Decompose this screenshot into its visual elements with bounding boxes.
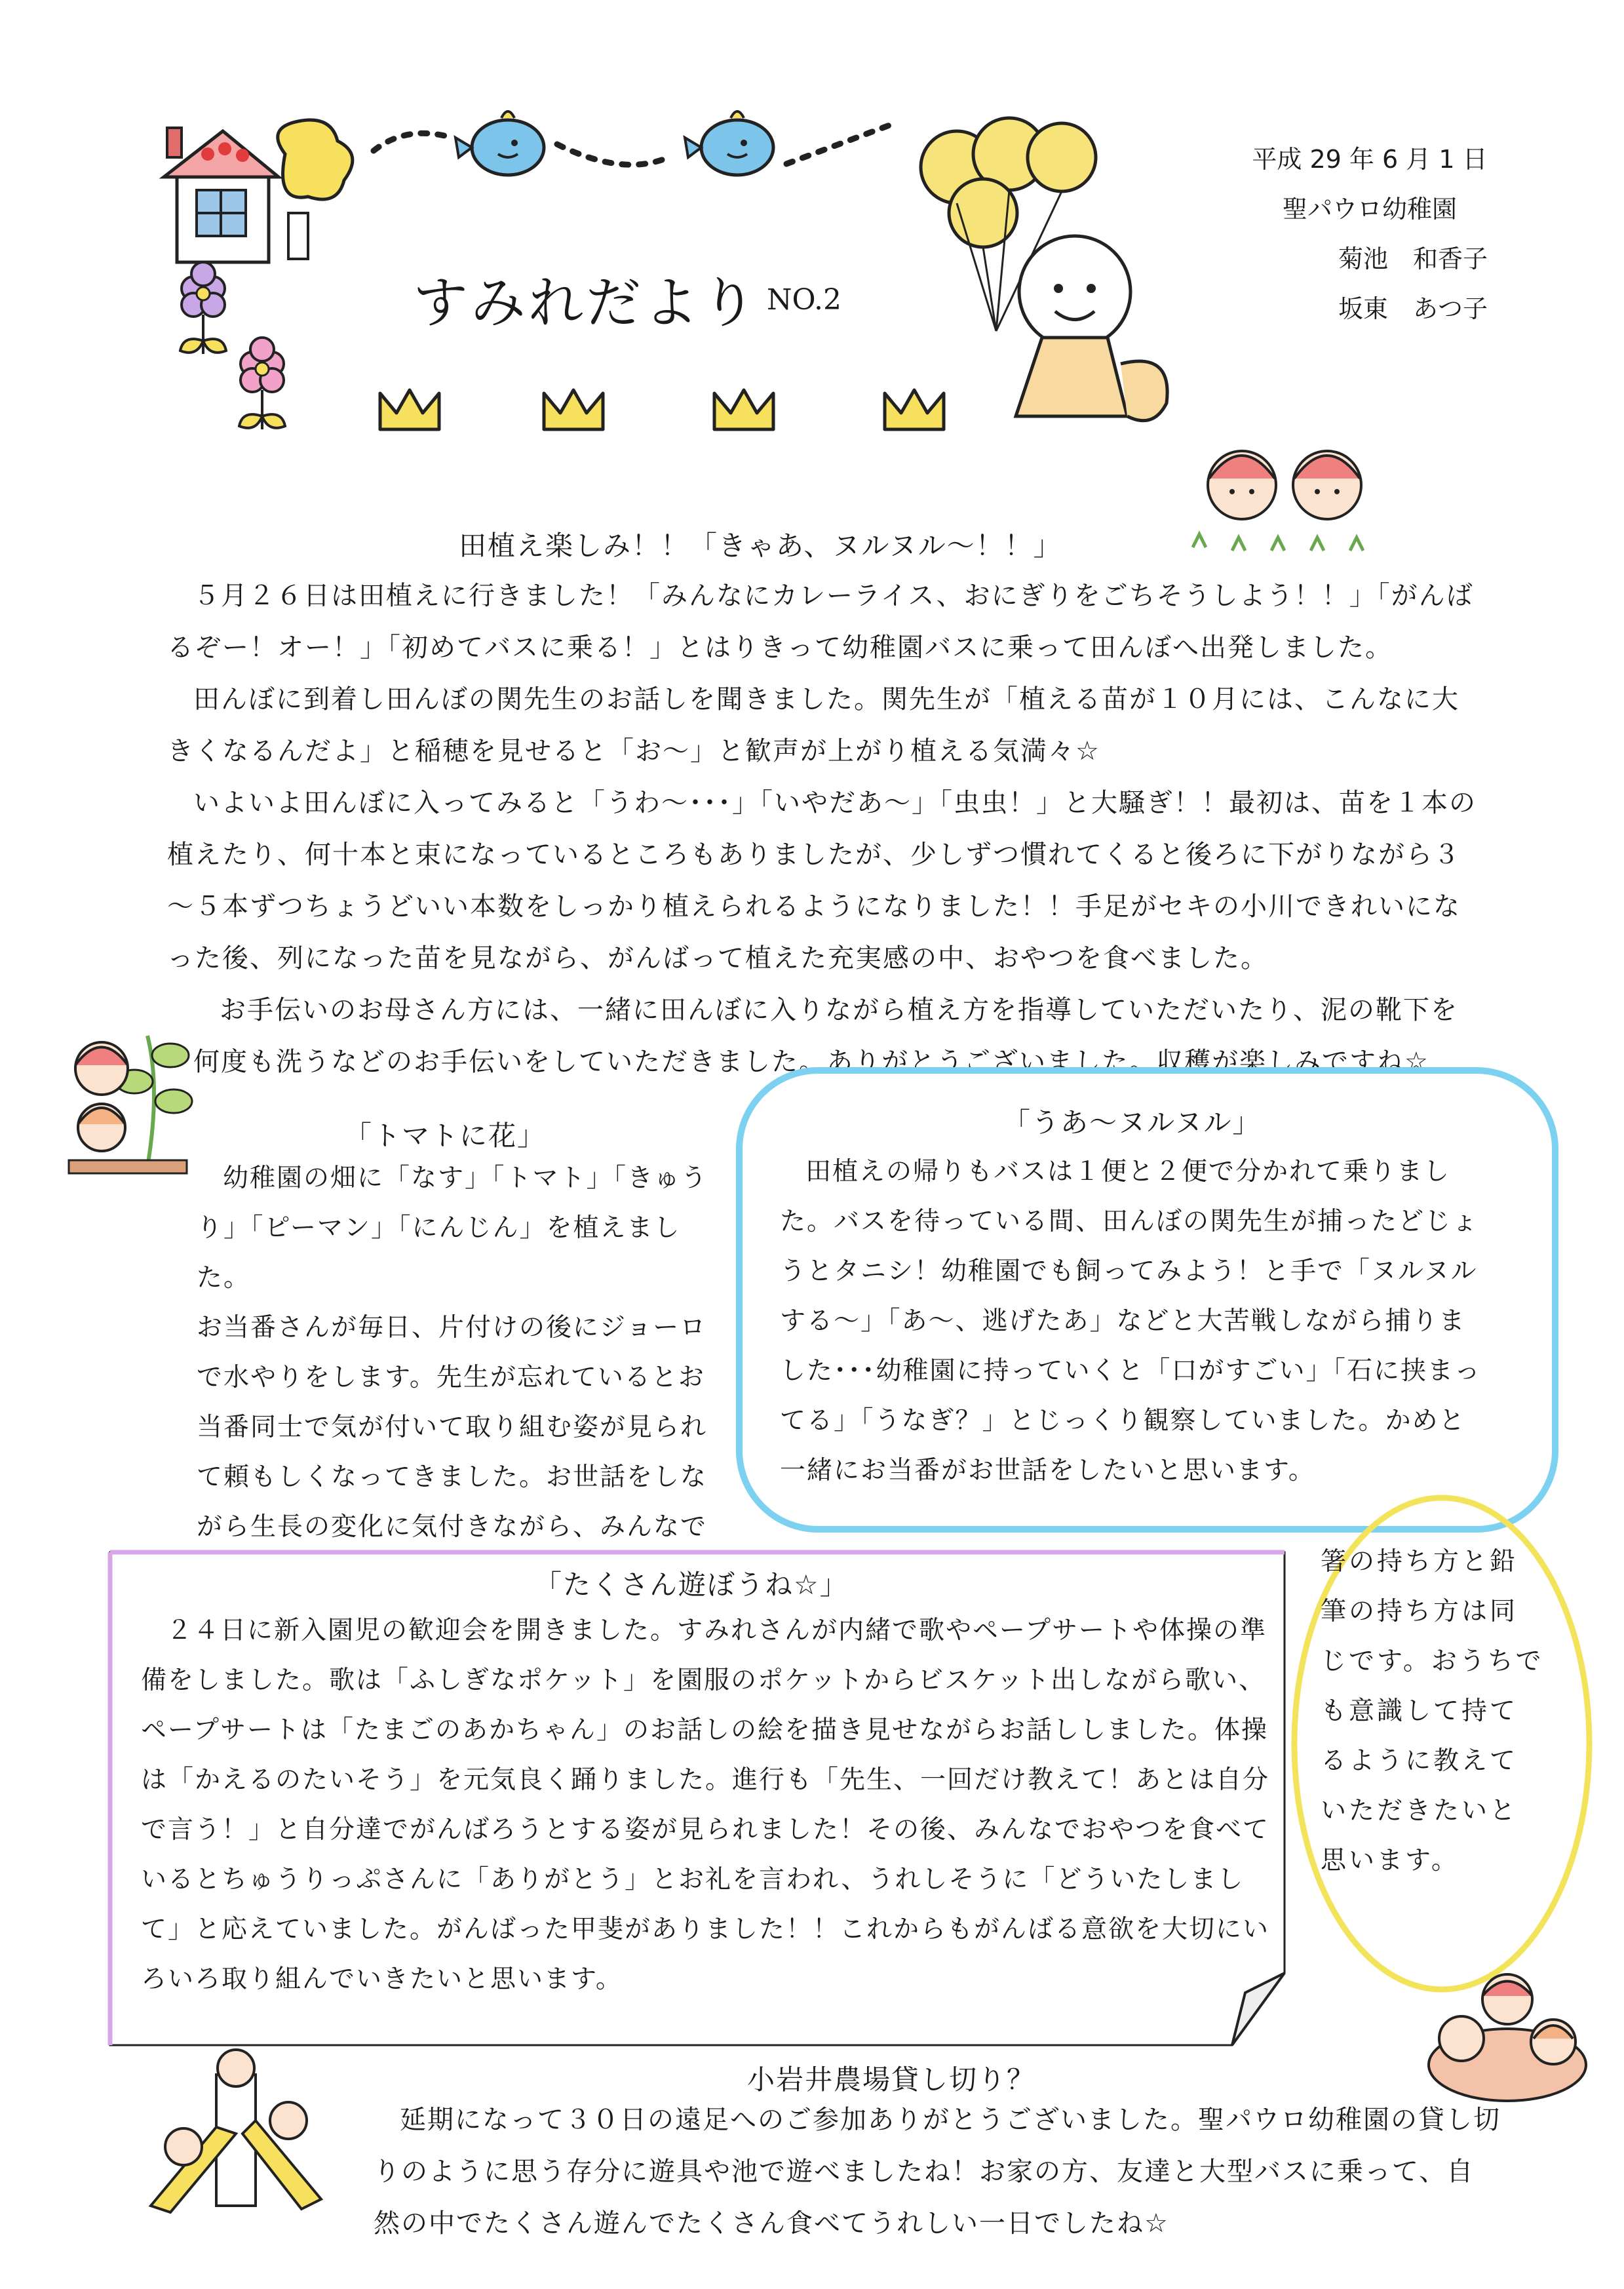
text-line: 当番同士で気が付いて取り組む姿が見られ bbox=[197, 1413, 708, 1442]
tomato-title: 「トマトに花」 bbox=[344, 1120, 547, 1152]
play-body bbox=[141, 1606, 1281, 2005]
house-illustration bbox=[147, 115, 364, 285]
school-name: 聖パウロ幼稚園 bbox=[1282, 195, 1457, 224]
text-line: じです。おうちで bbox=[1321, 1647, 1544, 1676]
text-line: り」「ピーマン」「にんじん」を植えました。 bbox=[197, 1213, 681, 1293]
issue-number: NO.2 bbox=[767, 283, 841, 317]
paragraph: お手伝いのお母さん方には、一緒に田んぼに入りながら植え方を指導していただいたり、泥の靴下を何度も洗うなどのお手伝いをしていただきました。ありがとうございました。収穫が楽しみですね☆ bbox=[193, 995, 1458, 1077]
rice-planting-body bbox=[167, 570, 1484, 1088]
children-planting-illustration bbox=[1180, 433, 1389, 564]
children-snack-illustration bbox=[1422, 1966, 1593, 2111]
play-title: 「たくさん遊ぼうね☆」 bbox=[534, 1569, 849, 1601]
tomato-body bbox=[197, 1154, 734, 1602]
text-line: 幼稚園の畑に「なす」「トマト」「きゅう bbox=[223, 1164, 708, 1193]
flower-pink-icon bbox=[223, 344, 295, 442]
dotted-garland bbox=[367, 98, 904, 203]
text-line: て頼もしくなってきました。お世話をしな bbox=[197, 1462, 708, 1492]
text-line: お当番さんが毎日、片付けの後にジョーロ bbox=[197, 1313, 707, 1342]
farm-body bbox=[374, 2094, 1501, 2250]
header-info bbox=[1226, 134, 1514, 334]
rice-planting-title: 田植え楽しみ！！「きゃあ、ヌルヌル～！！」 bbox=[459, 530, 1062, 562]
children-slide-illustration bbox=[138, 2048, 328, 2219]
children-tomato-illustration bbox=[56, 1029, 206, 1180]
bird-icon bbox=[682, 105, 793, 190]
text-line: いただきたいと bbox=[1321, 1796, 1518, 1826]
text-line: も意識して持て bbox=[1321, 1696, 1518, 1726]
text-line: 筆の持ち方は同 bbox=[1321, 1597, 1518, 1626]
paragraph: 田んぼに到着し田んぼの関先生のお話しを聞きました。関先生が「植える苗が１０月には、こんなに大きくなるんだよ」と稲穂を見せると「お～」と歓声が上がり植える気満々☆ bbox=[167, 684, 1460, 766]
teacher-name: 坂東 あつ子 bbox=[1338, 294, 1488, 323]
issue-date: 平成 29 年 6 月 1 日 bbox=[1252, 145, 1488, 174]
text-line: で水やりをします。先生が忘れているとお bbox=[197, 1363, 705, 1392]
newsletter-title: すみれだより bbox=[413, 271, 760, 335]
text-line: 箸の持ち方と鉛 bbox=[1321, 1547, 1518, 1576]
farm-title: 小岩井農場貸し切り？ bbox=[747, 2064, 1036, 2096]
paragraph: いよいよ田んぼに入ってみると「うわ～･･･」「いやだあ～」「虫虫！」と大騒ぎ！！最初は、苗を１本の植えたり、何十本と束になっているところもありましたが、少しずつ慣れてくると後ろに下がりながら３～５本ずつちょうどいい本数をしっかり植えられるようになりました！！手足がセキの小川できれいになった後、列になった苗を見ながら、がんばって植えた充実感の中、おやつを食べました。 bbox=[167, 788, 1477, 973]
nurunuru-body bbox=[780, 1147, 1488, 1496]
chopsticks-body bbox=[1321, 1537, 1570, 1886]
paragraph: ２４日に新入園児の歓迎会を開きました。すみれさんが内緒で歌やペープサートや体操の準備をしました。歌は「ふしぎなポケット」を園服のポケットからビスケット出しながら歌い、ペープサートは「たまごのあかちゃん」のお話しの絵を描き見せながらお話ししました。体操は「かえるのたいそう」を元気良く踊りました。進行も「先生、一回だけ教えて！あとは自分で言う！」と自分達でがんばろうとする姿が見られました！その後、みんなでおやつを食べているとちゅうりっぷさんに「ありがとう」とお礼を言われ、うれしそうに「どういたしまして」と応えていました。がんばった甲斐がありました！！これからもがんばる意欲を大切にいろいろ取り組んでいきたいと思います。 bbox=[141, 1616, 1270, 1994]
text-line: がら生長の変化に気付きながら、みんなで bbox=[197, 1512, 708, 1542]
nurunuru-title: 「うあ～ヌルヌル」 bbox=[1003, 1106, 1262, 1139]
crown-row bbox=[367, 380, 957, 439]
paragraph: 延期になって３０日の遠足へのご参加ありがとうございました。聖パウロ幼稚園の貸し切りのように思う存分に遊具や池で遊べましたね！お家の方、友達と大型バスに乗って、自然の中でたくさん遊んでたくさん食べてうれしい一日でしたね☆ bbox=[374, 2105, 1501, 2239]
paragraph: 田植えの帰りもバスは１便と２便で分かれて乗りました。バスを待っている間、田んぼの関先生が捕ったどじょうとタニシ！幼稚園でも飼ってみよう！と手で「ヌルヌルする～」「あ～、逃げたあ」などと大苦戦しながら捕りました･･･幼稚園に持っていくと「口がすごい」「石に挟まってる」「うなぎ？」とじっくり観察していました。かめと一緒にお当番がお世話をしたいと思います。 bbox=[780, 1157, 1482, 1485]
text-line: 思います。 bbox=[1321, 1846, 1460, 1875]
paragraph: ５月２６日は田植えに行きました！「みんなにカレーライス、おにぎりをごちそうしよう！！」「がんばるぞー！オー！」「初めてバスに乗る！」とはりきって幼稚園バスに乗って田んぼへ出発しました。 bbox=[167, 581, 1474, 663]
teacher-name: 菊池 和香子 bbox=[1338, 245, 1488, 273]
bird-icon bbox=[452, 105, 564, 190]
text-line: るように教えて bbox=[1321, 1746, 1518, 1776]
